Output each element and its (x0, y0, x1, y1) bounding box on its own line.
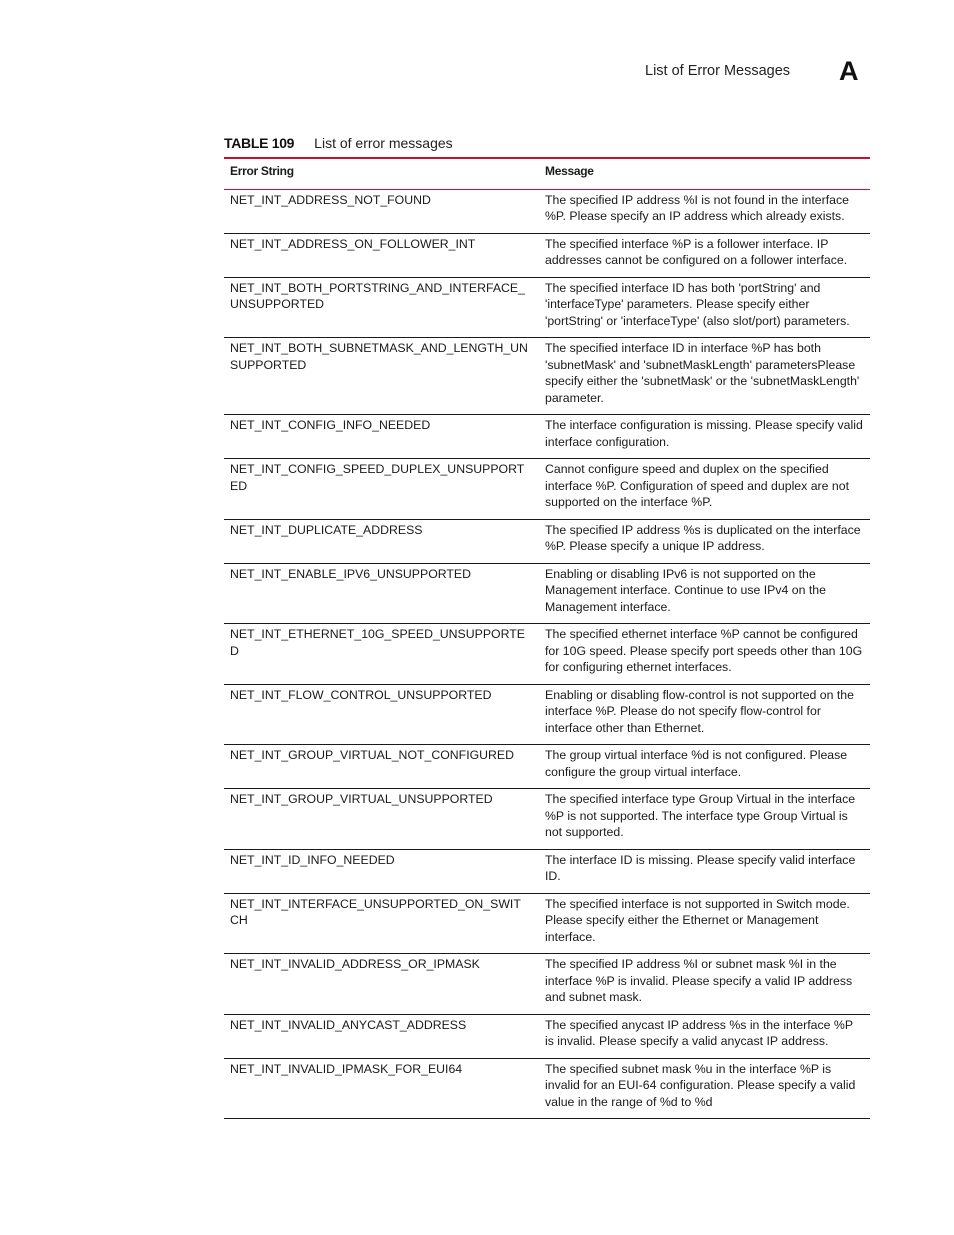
message-cell: The specified IP address %I is not found in the interface %P. Please specify an IP address which already exists. (545, 192, 849, 223)
message-cell: The specified subnet mask %u in the interface %P is invalid for an EUI-64 configuration. Please specify a valid value in the range of %d to %d (545, 1061, 856, 1109)
message-cell: The specified interface %P is a follower interface. IP addresses cannot be configured on a follower interface. (545, 236, 848, 267)
table-row (224, 519, 870, 563)
message-cell: The specified interface ID has both 'portString' and 'interfaceType' parameters. Please specify either 'portString' or 'interfaceType' (also slot/port) parameters. (545, 280, 850, 328)
table-row (224, 415, 870, 459)
message-cell: The interface configuration is missing. Please specify valid interface configuration. (545, 418, 863, 449)
error-string-cell: NET_INT_INVALID_IPMASK_FOR_EUI64 (230, 1061, 463, 1076)
running-header-title: List of Error Messages (645, 63, 791, 79)
table-row (224, 563, 870, 624)
error-string-cell: NET_INT_INVALID_ADDRESS_OR_IPMASK (230, 957, 480, 971)
table-row (224, 1058, 870, 1119)
message-cell: The specified ethernet interface %P cannot be configured for 10G speed. Please specify port speeds other than 10G for configuring ethernet interfaces. (545, 627, 863, 674)
error-string-cell: NET_INT_GROUP_VIRTUAL_UNSUPPORTED (230, 792, 493, 806)
table-caption (224, 135, 453, 151)
error-string-cell: NET_INT_FLOW_CONTROL_UNSUPPORTED (230, 687, 492, 702)
message-cell: The interface ID is missing. Please specify valid interface ID. (545, 852, 856, 883)
table-row (224, 277, 870, 338)
table-header-row (224, 158, 870, 189)
message-cell: The specified interface ID in interface %P has both 'subnetMask' and 'subnetMaskLength' parametersPlease specify either the 'subnetMask' or the 'subnetMaskLength' parameter. (545, 341, 860, 405)
table-row (224, 338, 870, 415)
error-string-cell: NET_INT_BOTH_SUBNETMASK_AND_LENGTH_UNSUPPORTED (230, 341, 528, 372)
message-cell: The specified IP address %I or subnet mask %I in the interface %P is invalid. Please specify a valid IP address and subnet mask. (545, 957, 853, 1004)
error-string-cell: NET_INT_ID_INFO_NEEDED (230, 852, 395, 867)
message-cell: Enabling or disabling IPv6 is not supported on the Management interface. Continue to use IPv4 on the Management interface. (545, 566, 826, 614)
error-string-cell: NET_INT_ENABLE_IPV6_UNSUPPORTED (230, 566, 472, 581)
message-cell: The specified interface is not supported in Switch mode. Please specify either the Ethernet or Management interface. (545, 896, 850, 944)
message-cell: The group virtual interface %d is not configured. Please configure the group virtual interface. (545, 748, 848, 779)
table-row (224, 233, 870, 277)
error-string-cell: NET_INT_BOTH_PORTSTRING_AND_INTERFACE_UNSUPPORTED (230, 280, 525, 311)
message-cell: The specified interface type Group Virtual in the interface %P is not supported. The interface type Group Virtual is not supported. (545, 792, 856, 839)
message-cell: The specified IP address %s is duplicated on the interface %P. Please specify a unique IP address. (545, 522, 861, 553)
column-header-error-string: Error String (230, 164, 294, 178)
error-string-cell: NET_INT_DUPLICATE_ADDRESS (230, 522, 423, 537)
error-string-cell: NET_INT_INVALID_ANYCAST_ADDRESS (230, 1017, 467, 1032)
error-string-cell: NET_INT_CONFIG_SPEED_DUPLEX_UNSUPPORTED (230, 462, 525, 493)
table-row (224, 745, 870, 789)
error-messages-table (224, 157, 870, 1119)
column-header-message: Message (545, 164, 594, 178)
error-string-cell: NET_INT_CONFIG_INFO_NEEDED (230, 418, 431, 432)
table-title: List of error messages (314, 135, 453, 151)
table-row (224, 789, 870, 850)
table-row (224, 684, 870, 745)
error-string-cell: NET_INT_ADDRESS_NOT_FOUND (230, 192, 431, 207)
message-cell: Enabling or disabling flow-control is not supported on the interface %P. Please do not specify flow-control for interface other than Ethernet. (545, 687, 854, 735)
message-cell: Cannot configure speed and duplex on the specified interface %P. Configuration of speed and duplex are not supported on the interface %P. (545, 462, 849, 509)
table-row (224, 893, 870, 954)
error-string-cell: NET_INT_INTERFACE_UNSUPPORTED_ON_SWITCH (230, 896, 521, 927)
appendix-letter: A (839, 56, 859, 86)
error-string-cell: NET_INT_GROUP_VIRTUAL_NOT_CONFIGURED (230, 748, 515, 762)
table-row (224, 624, 870, 685)
table-row (224, 189, 870, 233)
error-string-cell: NET_INT_ADDRESS_ON_FOLLOWER_INT (230, 236, 476, 251)
message-cell: The specified anycast IP address %s in the interface %P is invalid. Please specify a valid anycast IP address. (545, 1017, 853, 1048)
error-string-cell: NET_INT_ETHERNET_10G_SPEED_UNSUPPORTED (230, 627, 525, 658)
table-number: TABLE 109 (224, 135, 295, 151)
table-row (224, 1014, 870, 1058)
table-row (224, 849, 870, 893)
table-row (224, 954, 870, 1015)
table-row (224, 459, 870, 520)
